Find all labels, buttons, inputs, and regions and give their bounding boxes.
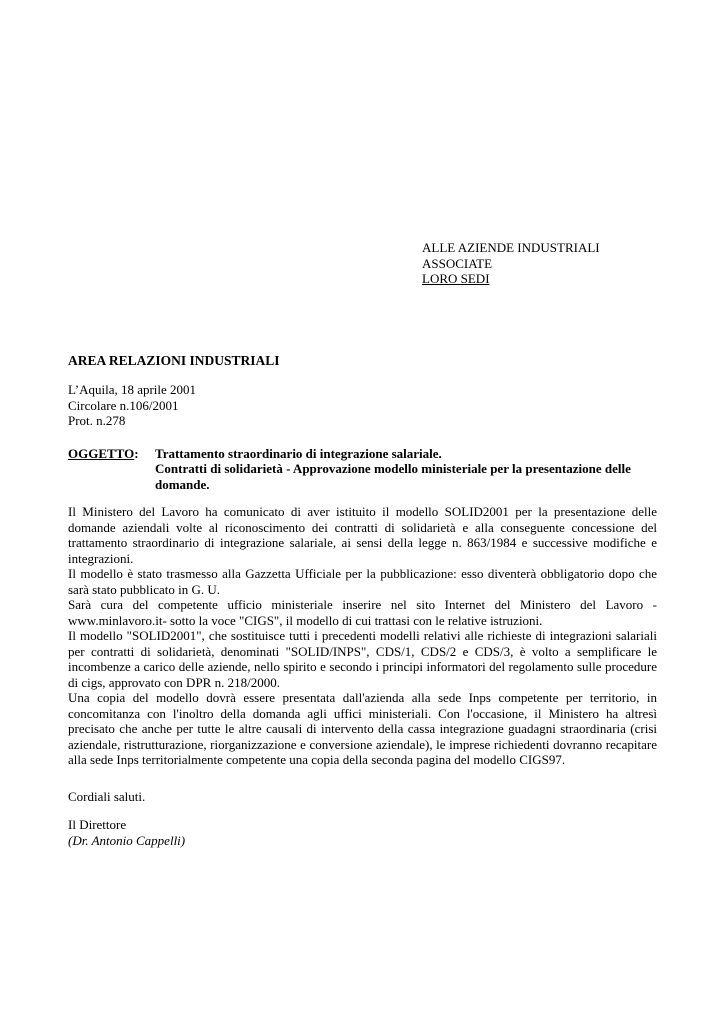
department-title: AREA RELAZIONI INDUSTRIALI (68, 352, 280, 368)
recipient-line-3: LORO SEDI (422, 271, 490, 286)
body-paragraph: Una copia del modello dovrà essere presentata dall'azienda alla sede Inps competente per territorio, in concomitanza con l'inoltro della domanda agli uffici ministeriali. Con l'occasione, il Ministero ha altresì precisato che anche per tutte le altre causali di intervento della cassa integrazione guadagni straordinaria (crisi aziendale, ristrutturazione, riorganizzazione e conversione aziendale), le imprese richiedenti dovranno recapitare alla sede Inps territorialmente competente una copia della seconda pagina del modello CIGS97. (68, 690, 657, 767)
subject-line-1: Trattamento straordinario di integrazione salariale. (155, 445, 442, 461)
subject-text (155, 446, 657, 493)
signer-name: (Dr. Antonio Cappelli) (68, 832, 186, 848)
salutation: Cordiali saluti. (68, 788, 146, 804)
body-paragraph: Il Ministero del Lavoro ha comunicato di aver istituito il modello SOLID2001 per la presentazione delle domande aziendali volte al riconoscimento dei contratti di solidarietà e alla conseguente concessione del trattamento straordinario di integrazione salariale, ai sensi della legge n. 863/1984 e successive modifiche e integrazioni. (68, 504, 657, 566)
circular-number-line: Circolare n.106/2001 (68, 397, 179, 413)
subject-label (68, 446, 155, 493)
subject-label-text: OGGETTO (68, 445, 135, 461)
protocol-number-line: Prot. n.278 (68, 413, 126, 428)
letter-body (68, 504, 657, 768)
recipient-line-1: ALLE AZIENDE INDUSTRIALI (422, 240, 600, 255)
meta-block (68, 382, 657, 429)
subject-label-colon: : (134, 445, 139, 461)
subject-block (68, 446, 657, 493)
recipient-block (422, 240, 657, 287)
body-paragraph: Il modello è stato trasmesso alla Gazzetta Ufficiale per la pubblicazione: esso diventerà obbligatorio dopo che sarà stato pubblicato in G. U. (68, 566, 657, 597)
subject-line-2: Contratti di solidarietà - Approvazione modello ministeriale per la presentazione delle domande. (155, 461, 631, 492)
body-paragraph: Sarà cura del competente ufficio ministeriale inserire nel sito Internet del Ministero del Lavoro - www.minlavoro.it- sotto la voce "CIGS", il modello di cui trattasi con le relative istruzioni. (68, 597, 657, 628)
signer-title: Il Direttore (68, 817, 127, 832)
body-paragraph: Il modello "SOLID2001", che sostituisce tutti i precedenti modelli relativi alle richieste di integrazioni salariali per contratti di solidarietà, denominati "SOLID/INPS", CDS/1, CDS/2 e CDS/3, è volto a semplificare le incombenze a carico delle aziende, nello spirito e secondo i principi informatori del regolamento sulle procedure di cigs, approvato con DPR n. 218/2000. (68, 628, 657, 690)
recipient-line-2: ASSOCIATE (422, 255, 493, 271)
signature-block (68, 817, 657, 848)
place-date-line: L’Aquila, 18 aprile 2001 (68, 382, 197, 397)
